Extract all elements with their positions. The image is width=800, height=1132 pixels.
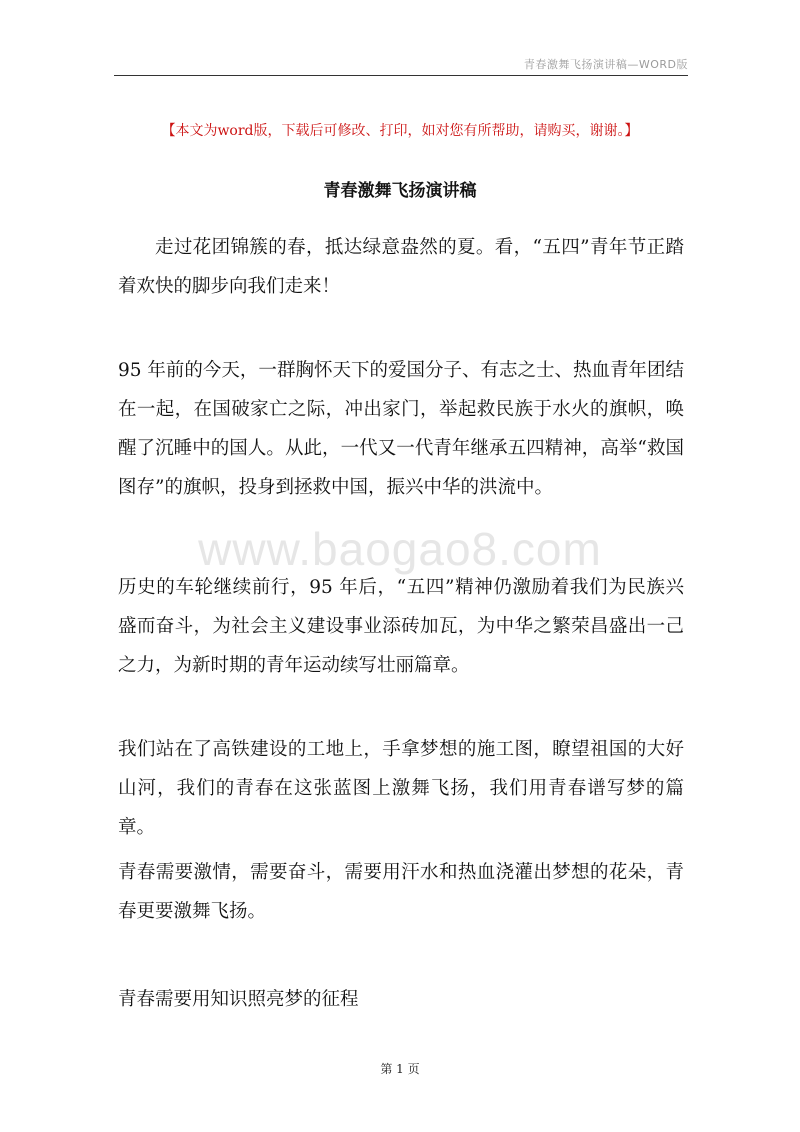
- paragraph-4: 我们站在了高铁建设的工地上，手拿梦想的施工图，瞭望祖国的大好山河，我们的青春在这张蓝图上激舞飞扬，我们用青春谱写梦的篇章。: [118, 739, 684, 838]
- watermark: www.baogao8.com: [198, 523, 602, 575]
- purchase-notice: 【本文为word版，下载后可修改、打印，如对您有所帮助，请购买，谢谢。】: [161, 123, 639, 139]
- page-number: 第 1 页: [380, 1062, 420, 1076]
- document-title: 青春激舞飞扬演讲稿: [323, 181, 477, 201]
- running-header: 青春激舞飞扬演讲稿—WORD版: [523, 58, 688, 71]
- paragraph-6: 青春需要用知识照亮梦的征程: [118, 989, 359, 1010]
- paragraph-3: 历史的车轮继续前行，95 年后，“五四”精神仍激励着我们为民族兴盛而奋斗，为社会主义建设事业添砖加瓦，为中华之繁荣昌盛出一己之力，为新时期的青年运动续写壮丽篇章。: [118, 577, 684, 676]
- paragraph-5: 青春需要激情，需要奋斗，需要用汗水和热血浇灌出梦想的花朵，青春更要激舞飞扬。: [118, 862, 684, 922]
- header-divider: [114, 75, 688, 76]
- paragraph-2: 95 年前的今天，一群胸怀天下的爱国分子、有志之士、热血青年团结在一起，在国破家亡之际，冲出家门，举起救民族于水火的旗帜，唤醒了沉睡中的国人。从此，一代又一代青年继承五四精神，高举“救国图存”的旗帜，投身到拯救中国，振兴中华的洪流中。: [118, 360, 684, 498]
- paragraph-1: 走过花团锦簇的春，抵达绿意盎然的夏。看，“五四”青年节正踏着欢快的脚步向我们走来！: [118, 237, 684, 297]
